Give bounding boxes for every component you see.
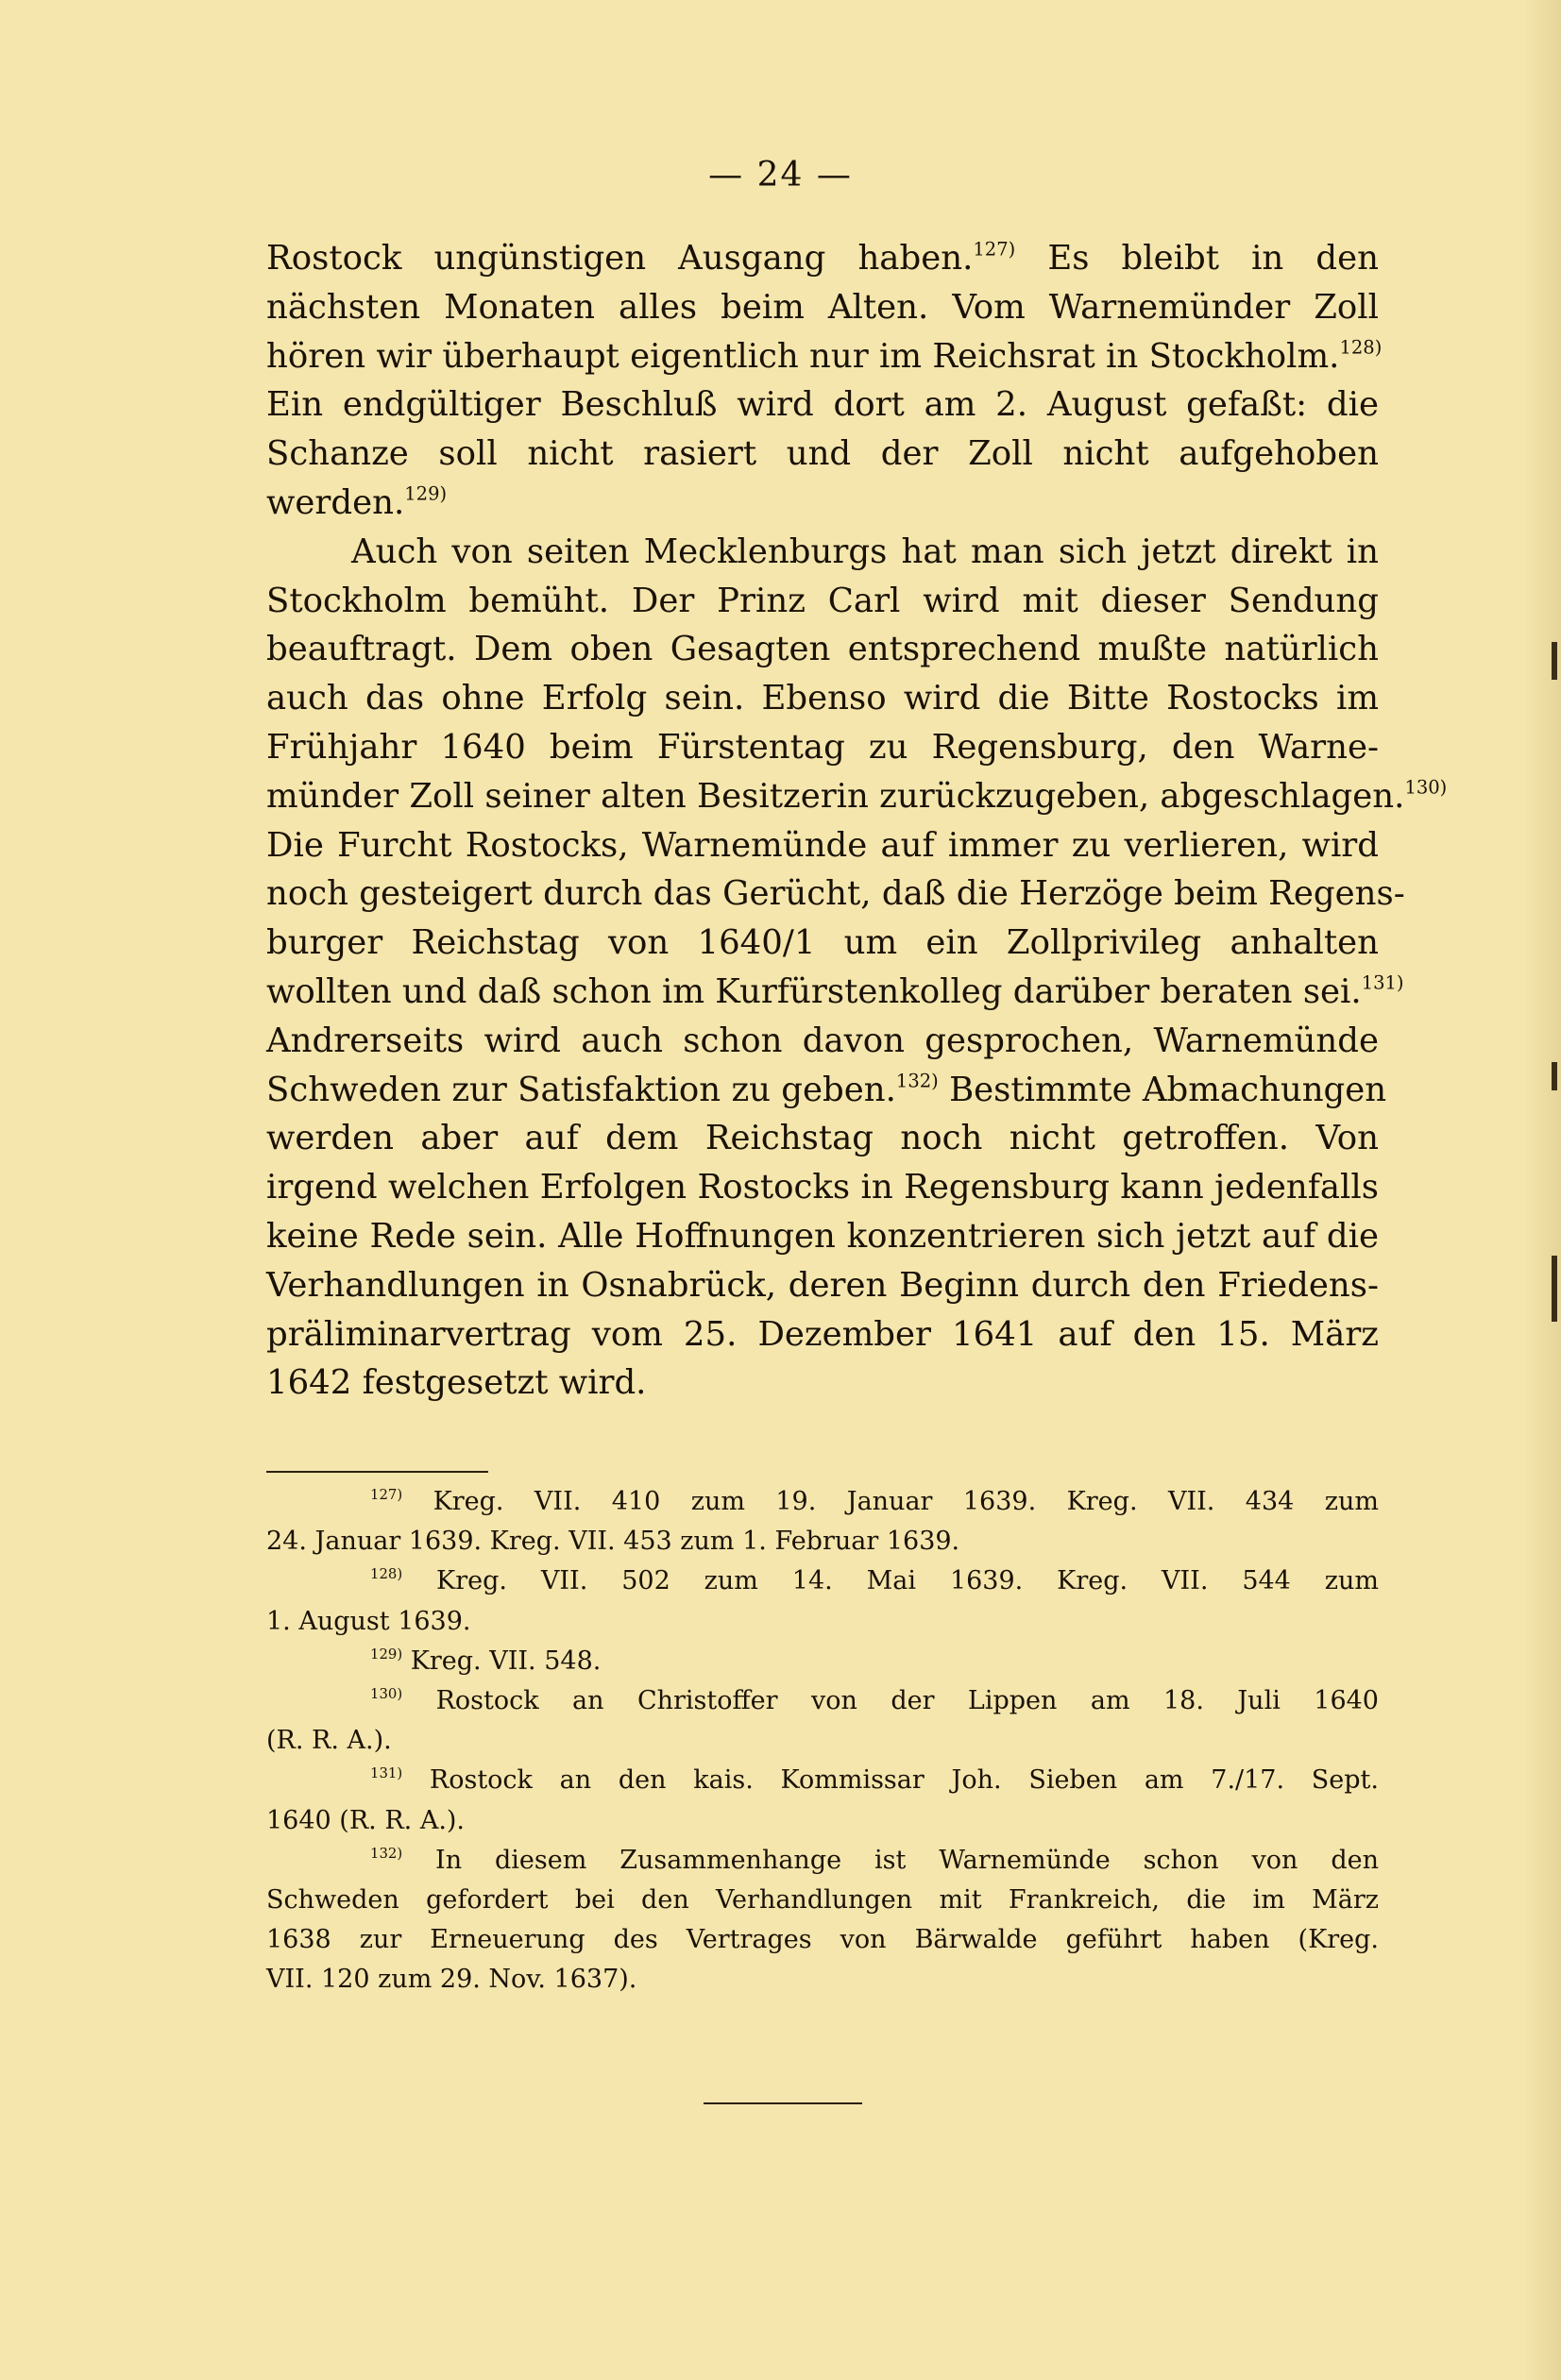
footnote-line <box>266 1881 1379 1920</box>
footnote-separator <box>266 1471 488 1473</box>
footnote-number: 131) <box>370 1764 403 1782</box>
body-line-text: noch gesteigert durch das Gerücht, daß die Herzöge beim Regens- <box>266 874 1405 914</box>
body-line <box>266 1066 1387 1115</box>
body-line-text: Frühjahr 1640 beim Fürstentag zu Regensburg, den Warne- <box>266 727 1379 767</box>
body-line <box>266 1212 1379 1261</box>
footnote-line <box>266 1522 1379 1561</box>
body-line-text: Verhandlungen in Osnabrück, deren Beginn durch den Friedens- <box>266 1265 1379 1305</box>
page-number: — 24 — <box>708 156 853 194</box>
body-line-text: beauftragt. Dem oben Gesagten entsprechend mußte natürlich <box>266 630 1379 669</box>
footnote-text: Kreg. VII. 548. <box>410 1646 602 1676</box>
footnote-number: 128) <box>370 1565 403 1583</box>
footnote-text: Kreg. VII. 502 zum 14. Mai 1639. Kreg. VII. 544 zum <box>436 1566 1379 1596</box>
page-edge-shadow <box>1523 0 1561 2380</box>
body-text <box>266 234 1448 1408</box>
body-line-text: Stockholm bemüht. Der Prinz Carl wird mit dieser Sendung <box>266 581 1379 620</box>
body-line-text: Schanze soll nicht rasiert und der Zoll nicht aufgehoben <box>266 434 1379 474</box>
footnote-line <box>266 1721 1379 1761</box>
footnote-number: 127) <box>370 1485 403 1503</box>
margin-mark <box>1552 1256 1557 1322</box>
footnote-line <box>266 1602 1379 1642</box>
body-line-text: auch das ohne Erfolg sein. Ebenso wird die Bitte Rostocks im <box>266 679 1379 718</box>
footnote-line <box>266 1761 1379 1800</box>
body-line <box>266 1114 1379 1163</box>
footnote-line <box>266 1841 1379 1881</box>
footnotes <box>266 1482 1379 2000</box>
body-line-text: präliminarvertrag vom 25. Dezember 1641 auf den 15. März <box>266 1314 1379 1354</box>
body-line <box>266 919 1379 968</box>
footnote-text: 1640 (R. R. A.). <box>266 1805 466 1835</box>
body-line <box>266 968 1404 1017</box>
footnote-reference[interactable]: 131) <box>1361 971 1404 994</box>
end-rule <box>704 2102 862 2104</box>
body-line <box>266 577 1379 626</box>
body-line <box>266 1163 1379 1212</box>
body-line <box>266 479 1379 528</box>
body-line <box>266 869 1405 919</box>
body-line <box>266 1359 1379 1408</box>
body-line-text: hören wir überhaupt eigentlich nur im Reichsrat in Stockholm. <box>266 336 1340 376</box>
footnote-line <box>266 1960 1379 2000</box>
footnote-reference[interactable]: 130) <box>1404 776 1448 799</box>
body-line-text: werden aber auf dem Reichstag noch nicht getroffen. Von <box>266 1119 1379 1158</box>
footnote-line <box>266 1482 1379 1522</box>
body-line-text: keine Rede sein. Alle Hoffnungen konzentrieren sich jetzt auf die <box>266 1216 1379 1256</box>
footnote-text: Schweden gefordert bei den Verhandlungen mit Frankreich, die im März <box>266 1885 1379 1916</box>
body-line-text: Bestimmte Abmachungen <box>938 1070 1387 1109</box>
body-line-text: burger Reichstag von 1640/1 um ein Zollprivileg anhalten <box>266 923 1379 963</box>
body-line-text: irgend welchen Erfolgen Rostocks in Regensburg kann jedenfalls <box>266 1168 1379 1207</box>
body-line <box>266 1310 1379 1359</box>
footnote-line <box>266 1642 1379 1681</box>
footnote-reference[interactable]: 128) <box>1339 335 1383 358</box>
margin-mark <box>1552 642 1557 680</box>
footnote-line <box>266 1801 1379 1841</box>
body-line-text: Ein endgültiger Beschluß wird dort am 2. August gefaßt: die <box>266 385 1379 425</box>
body-line-text: 1642 festgesetzt wird. <box>266 1363 647 1403</box>
footnote-text: 24. Januar 1639. Kreg. VII. 453 zum 1. Februar 1639. <box>266 1527 960 1557</box>
body-line <box>266 772 1448 821</box>
footnote-number: 129) <box>370 1645 403 1663</box>
margin-mark <box>1552 1062 1557 1090</box>
body-line-text: werden. <box>266 482 405 522</box>
body-line <box>266 430 1379 479</box>
footnote-text: 1638 zur Erneuerung des Vertrages von Bärwalde geführt haben (Kreg. <box>266 1925 1379 1955</box>
body-line-text: Auch von seiten Mecklenburgs hat man sich jetzt direkt in <box>351 532 1379 571</box>
footnote-reference[interactable]: 129) <box>404 482 448 505</box>
footnote-text: Rostock an den kais. Kommissar Joh. Sieben am 7./17. Sept. <box>429 1765 1379 1796</box>
body-line-text: nächsten Monaten alles beim Alten. Vom Warnemünder Zoll <box>266 287 1379 327</box>
footnote-text: VII. 120 zum 29. Nov. 1637). <box>266 1965 637 1995</box>
footnote-reference[interactable]: 127) <box>973 238 1016 261</box>
body-line-text: Es bleibt in den <box>1015 239 1379 278</box>
body-line-text: Die Furcht Rostocks, Warnemünde auf immer zu verlieren, wird <box>266 825 1379 865</box>
body-line-text: Schweden zur Satisfaktion zu geben. <box>266 1070 896 1109</box>
body-line <box>266 821 1379 870</box>
footnote-text: (R. R. A.). <box>266 1726 392 1756</box>
body-line-text: wollten und daß schon im Kurfürstenkolleg darüber beraten sei. <box>266 971 1362 1011</box>
body-line <box>266 674 1379 723</box>
footnote-text: Kreg. VII. 410 zum 19. Januar 1639. Kreg. VII. 434 zum <box>433 1487 1379 1516</box>
footnote-line <box>266 1561 1379 1601</box>
body-line <box>266 1261 1379 1310</box>
body-line-text: münder Zoll seiner alten Besitzerin zurückzugeben, abgeschlagen. <box>266 776 1405 816</box>
body-line-text: Rostock ungünstigen Ausgang haben. <box>266 239 974 278</box>
body-line <box>266 283 1379 332</box>
body-line <box>266 234 1379 283</box>
footnote-text: 1. August 1639. <box>266 1606 471 1636</box>
body-line <box>266 332 1383 381</box>
footnote-line <box>266 1920 1379 1960</box>
footnote-number: 130) <box>370 1684 403 1702</box>
footnote-text: In diesem Zusammenhange ist Warnemünde schon von den <box>435 1845 1379 1875</box>
body-line <box>266 380 1379 430</box>
footnote-number: 132) <box>370 1844 403 1862</box>
footnote-text: Rostock an Christoffer von der Lippen am 18. Juli 1640 <box>435 1686 1379 1716</box>
body-line-text: Andrerseits wird auch schon davon gesprochen, Warnemünde <box>266 1021 1379 1060</box>
body-line <box>266 1017 1379 1066</box>
body-line <box>266 528 1379 577</box>
footnote-line <box>266 1681 1379 1721</box>
footnote-reference[interactable]: 132) <box>895 1069 939 1091</box>
body-line <box>266 625 1379 674</box>
body-line <box>266 723 1379 772</box>
